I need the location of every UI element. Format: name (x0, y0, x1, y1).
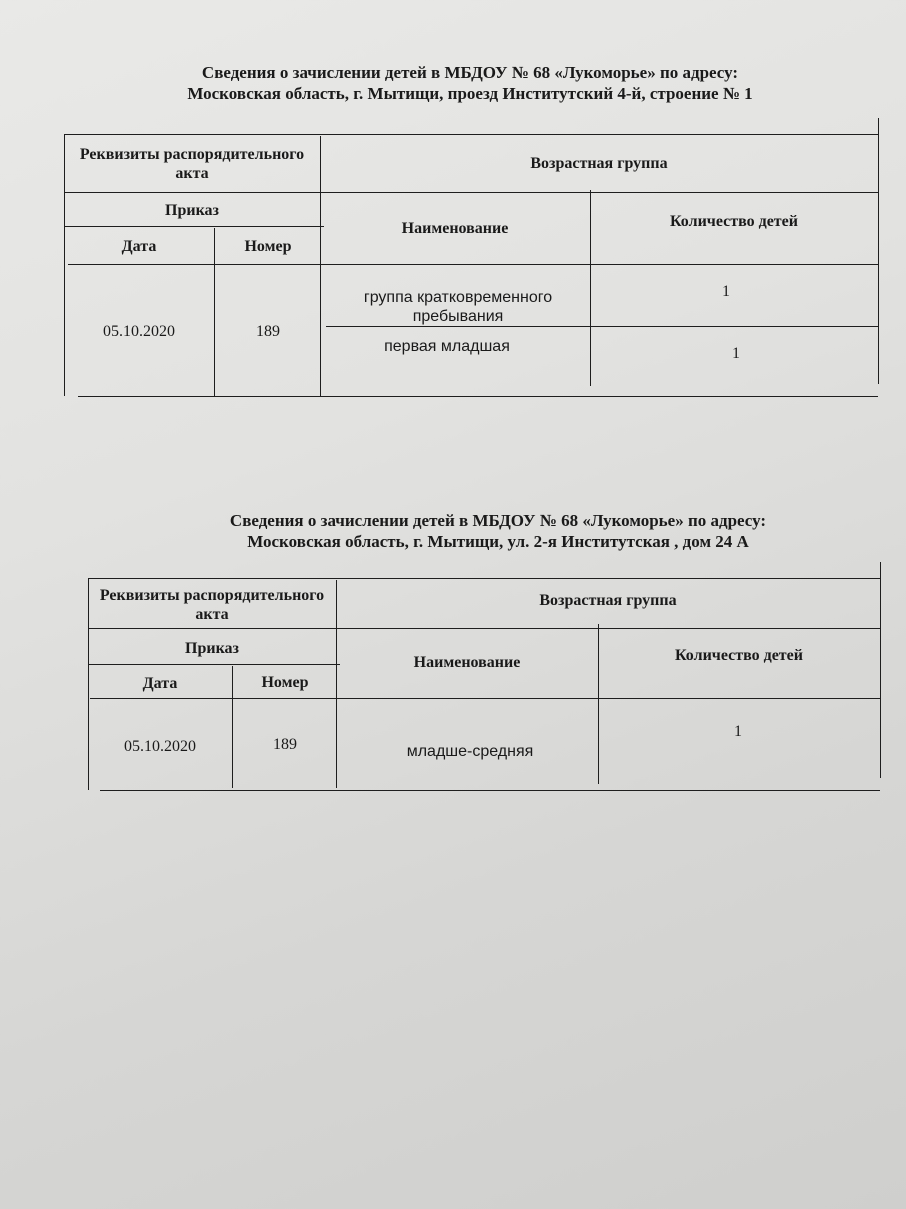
header-count: Количество детей (670, 212, 798, 230)
header-count: Количество детей (675, 646, 803, 664)
group-count-row-1: 1 (734, 722, 742, 740)
header-age-group: Возрастная группа (530, 154, 668, 172)
order-date: 05.10.2020 (103, 322, 175, 340)
group-name-row-1: группа кратковременного пребывания (363, 289, 553, 325)
header-age-group: Возрастная группа (539, 591, 677, 609)
header-date: Дата (142, 674, 178, 692)
order-number: 189 (273, 735, 297, 753)
section-1-title-line2: Московская область, г. Мытищи, проезд Институтский 4-й, строение № 1 (187, 84, 753, 103)
header-order: Приказ (165, 201, 219, 219)
header-name: Наименование (401, 219, 509, 237)
order-number: 189 (256, 322, 280, 340)
section-2-title-line1: Сведения о зачислении детей в МБДОУ № 68 «Лукоморье» по адресу: (229, 511, 767, 530)
header-order: Приказ (185, 639, 239, 657)
group-count-row-1: 1 (722, 282, 730, 300)
header-number: Номер (244, 237, 292, 255)
header-number: Номер (261, 673, 309, 691)
header-date: Дата (121, 237, 157, 255)
section-1-title-line1: Сведения о зачислении детей в МБДОУ № 68 «Лукоморье» по адресу: (201, 63, 739, 82)
group-name-row-2: первая младшая (384, 337, 510, 355)
header-requisites: Реквизиты распорядительного акта (99, 587, 325, 623)
header-name: Наименование (413, 653, 521, 671)
section-2-title-line2: Московская область, г. Мытищи, ул. 2-я Институтская , дом 24 А (247, 532, 749, 551)
order-date: 05.10.2020 (124, 737, 196, 755)
group-count-row-2: 1 (732, 344, 740, 362)
header-requisites: Реквизиты распорядительного акта (79, 146, 305, 182)
group-name-row-1: младше-средняя (406, 742, 534, 760)
